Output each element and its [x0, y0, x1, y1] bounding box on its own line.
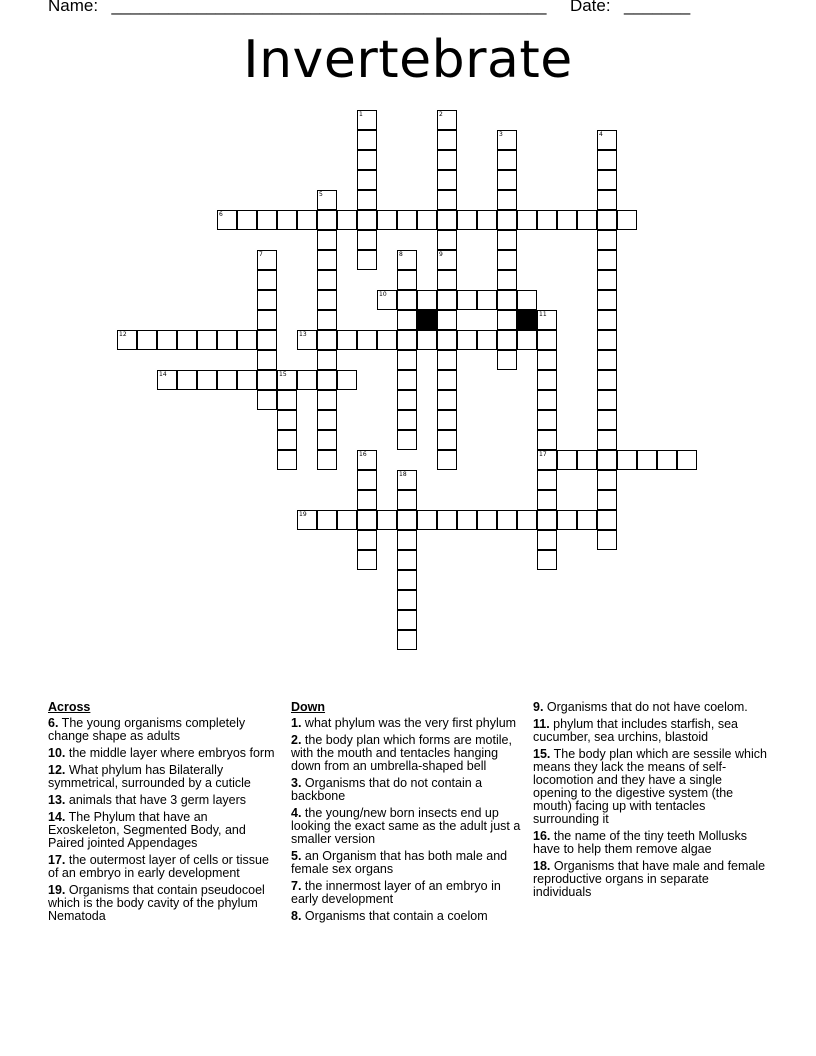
- clue-number: 3.: [291, 776, 302, 790]
- grid-cell[interactable]: [517, 510, 537, 530]
- grid-cell[interactable]: [597, 190, 617, 210]
- clue-item: [291, 807, 527, 846]
- grid-cell[interactable]: [557, 210, 577, 230]
- clue-item: [533, 748, 769, 826]
- clue-text: Organisms that do not have coelom.: [543, 700, 748, 714]
- grid-cell[interactable]: [597, 390, 617, 410]
- clue-item: [291, 717, 527, 730]
- down-clues-column-2: [533, 701, 769, 903]
- grid-cell[interactable]: [597, 270, 617, 290]
- grid-cell[interactable]: [597, 170, 617, 190]
- grid-cell[interactable]: [397, 630, 417, 650]
- clue-item: [533, 860, 769, 899]
- grid-cell[interactable]: [597, 150, 617, 170]
- grid-cell[interactable]: [317, 370, 337, 390]
- grid-cell[interactable]: [437, 350, 457, 370]
- grid-cell[interactable]: [497, 150, 517, 170]
- black-cell: [517, 310, 537, 330]
- clue-number: 10.: [48, 746, 66, 760]
- clue-number: 9.: [533, 700, 544, 714]
- grid-cell[interactable]: [357, 150, 377, 170]
- grid-cell[interactable]: [197, 330, 217, 350]
- clue-text: phylum that includes starfish, sea cucumber, sea urchins, blastoid: [533, 717, 738, 744]
- clue-number: 15.: [533, 747, 551, 761]
- grid-cell[interactable]: [397, 410, 417, 430]
- grid-cell[interactable]: [297, 330, 317, 350]
- grid-cell[interactable]: [437, 330, 457, 350]
- clue-item: [291, 910, 527, 923]
- down-clues-column-1: [291, 701, 527, 927]
- grid-cell[interactable]: [397, 210, 417, 230]
- black-cell: [417, 310, 437, 330]
- grid-cell[interactable]: [317, 310, 337, 330]
- grid-cell[interactable]: [417, 210, 437, 230]
- grid-cell[interactable]: [577, 510, 597, 530]
- grid-cell[interactable]: [437, 210, 457, 230]
- grid-cell[interactable]: [457, 510, 477, 530]
- grid-cell[interactable]: [337, 210, 357, 230]
- clue-item: [291, 777, 527, 803]
- clue-number: 11.: [533, 717, 550, 731]
- grid-cell[interactable]: [357, 210, 377, 230]
- grid-cell[interactable]: [357, 510, 377, 530]
- clue-number: 1.: [291, 716, 302, 730]
- grid-cell[interactable]: [657, 450, 677, 470]
- grid-cell[interactable]: [477, 510, 497, 530]
- grid-cell[interactable]: [457, 290, 477, 310]
- grid-cell[interactable]: [597, 430, 617, 450]
- clue-number: 15: [279, 371, 287, 378]
- clue-number: 2: [439, 111, 443, 118]
- grid-cell[interactable]: [417, 330, 437, 350]
- grid-cell[interactable]: [217, 370, 237, 390]
- grid-cell[interactable]: [537, 530, 557, 550]
- grid-cell[interactable]: [517, 210, 537, 230]
- clue-item: [291, 880, 527, 906]
- clue-number: 19: [299, 511, 307, 518]
- grid-cell[interactable]: [497, 310, 517, 330]
- grid-cell[interactable]: [337, 330, 357, 350]
- grid-cell[interactable]: [257, 270, 277, 290]
- grid-cell[interactable]: [397, 530, 417, 550]
- clue-number: 12.: [48, 763, 66, 777]
- grid-cell[interactable]: [597, 310, 617, 330]
- grid-cell[interactable]: [397, 330, 417, 350]
- clue-item: [48, 747, 282, 760]
- grid-cell[interactable]: [237, 370, 257, 390]
- grid-cell[interactable]: [497, 270, 517, 290]
- grid-cell[interactable]: [437, 170, 457, 190]
- grid-cell[interactable]: [597, 490, 617, 510]
- grid-cell[interactable]: [437, 510, 457, 530]
- date-label: Date:: [569, 0, 611, 15]
- grid-cell[interactable]: [417, 510, 437, 530]
- clue-text: an Organism that has both male and female sex organs: [291, 849, 508, 876]
- grid-cell[interactable]: [497, 290, 517, 310]
- clue-number: 17.: [48, 853, 66, 867]
- grid-cell[interactable]: [177, 370, 197, 390]
- grid-cell[interactable]: [397, 250, 417, 270]
- grid-cell[interactable]: [537, 410, 557, 430]
- grid-cell[interactable]: [277, 370, 297, 390]
- grid-cell[interactable]: [437, 290, 457, 310]
- grid-cell[interactable]: [497, 510, 517, 530]
- grid-cell[interactable]: [597, 470, 617, 490]
- grid-cell[interactable]: [497, 190, 517, 210]
- name-blank[interactable]: ______________________________________________: [111, 0, 547, 15]
- grid-cell[interactable]: [217, 330, 237, 350]
- clue-number: 17: [539, 451, 547, 458]
- grid-cell[interactable]: [537, 310, 557, 330]
- clue-number: 14: [159, 371, 167, 378]
- grid-cell[interactable]: [437, 150, 457, 170]
- grid-cell[interactable]: [557, 450, 577, 470]
- grid-cell[interactable]: [397, 270, 417, 290]
- clue-number: 14.: [48, 810, 66, 824]
- clue-number: 1: [359, 111, 363, 118]
- clue-text: The body plan which are sessile which means they lack the means of self-locomotion and they have a single opening to the digestive system (the mouth) facing up with tentacles surrounding it: [533, 747, 767, 826]
- across-heading: Across: [48, 700, 91, 714]
- clue-item: [48, 854, 282, 880]
- grid-cell[interactable]: [437, 430, 457, 450]
- grid-cell[interactable]: [317, 390, 337, 410]
- grid-cell[interactable]: [317, 350, 337, 370]
- clue-text: what phylum was the very first phylum: [301, 716, 517, 730]
- grid-cell[interactable]: [337, 510, 357, 530]
- grid-cell[interactable]: [577, 450, 597, 470]
- grid-cell[interactable]: [397, 310, 417, 330]
- clue-item: [48, 794, 282, 807]
- clue-number: 16: [359, 451, 367, 458]
- grid-cell[interactable]: [317, 290, 337, 310]
- grid-cell[interactable]: [257, 310, 277, 330]
- clue-number: 5: [319, 191, 323, 198]
- grid-cell[interactable]: [437, 370, 457, 390]
- grid-cell[interactable]: [497, 170, 517, 190]
- grid-cell[interactable]: [357, 490, 377, 510]
- clue-item: [533, 830, 769, 856]
- clue-number: 4: [599, 131, 603, 138]
- grid-cell[interactable]: [597, 450, 617, 470]
- clue-number: 13: [299, 331, 307, 338]
- clue-number: 6.: [48, 716, 59, 730]
- grid-cell[interactable]: [317, 230, 337, 250]
- grid-cell[interactable]: [497, 350, 517, 370]
- grid-cell[interactable]: [437, 410, 457, 430]
- grid-cell[interactable]: [497, 210, 517, 230]
- clue-text: Organisms that do not contain a backbone: [291, 776, 483, 803]
- grid-cell[interactable]: [597, 210, 617, 230]
- grid-cell[interactable]: [357, 170, 377, 190]
- grid-cell[interactable]: [537, 430, 557, 450]
- grid-cell[interactable]: [617, 450, 637, 470]
- clue-number: 16.: [533, 829, 551, 843]
- grid-cell[interactable]: [317, 510, 337, 530]
- grid-cell[interactable]: [257, 350, 277, 370]
- clue-number: 2.: [291, 733, 302, 747]
- grid-cell[interactable]: [457, 330, 477, 350]
- grid-cell[interactable]: [497, 330, 517, 350]
- grid-cell[interactable]: [357, 130, 377, 150]
- clue-number: 9: [439, 251, 443, 258]
- grid-cell[interactable]: [597, 510, 617, 530]
- grid-cell[interactable]: [217, 210, 237, 230]
- grid-cell[interactable]: [397, 290, 417, 310]
- grid-cell[interactable]: [297, 510, 317, 530]
- grid-cell[interactable]: [437, 130, 457, 150]
- grid-cell[interactable]: [677, 450, 697, 470]
- grid-cell[interactable]: [357, 110, 377, 130]
- clue-text: the innermost layer of an embryo in early development: [291, 879, 501, 906]
- grid-cell[interactable]: [597, 530, 617, 550]
- clue-number: 18.: [533, 859, 551, 873]
- grid-cell[interactable]: [597, 130, 617, 150]
- grid-cell[interactable]: [157, 370, 177, 390]
- grid-cell[interactable]: [397, 550, 417, 570]
- grid-cell[interactable]: [497, 230, 517, 250]
- grid-cell[interactable]: [517, 330, 537, 350]
- clue-number: 10: [379, 291, 387, 298]
- clue-number: 7.: [291, 879, 302, 893]
- grid-cell[interactable]: [397, 590, 417, 610]
- grid-cell[interactable]: [437, 250, 457, 270]
- grid-cell[interactable]: [357, 250, 377, 270]
- grid-cell[interactable]: [377, 210, 397, 230]
- grid-cell[interactable]: [277, 450, 297, 470]
- clue-item: [48, 717, 282, 743]
- grid-cell[interactable]: [277, 410, 297, 430]
- clue-number: 5.: [291, 849, 302, 863]
- grid-cell[interactable]: [637, 450, 657, 470]
- grid-cell[interactable]: [597, 290, 617, 310]
- clue-text: the body plan which forms are motile, with the mouth and tentacles hanging down from an umbrella-shaped bell: [291, 733, 512, 773]
- grid-cell[interactable]: [537, 450, 557, 470]
- grid-cell[interactable]: [257, 390, 277, 410]
- grid-cell[interactable]: [397, 390, 417, 410]
- clue-item: [48, 764, 282, 790]
- grid-cell[interactable]: [337, 370, 357, 390]
- clue-text: The young organisms completely change shape as adults: [48, 716, 246, 743]
- grid-cell[interactable]: [397, 510, 417, 530]
- clue-number: 12: [119, 331, 127, 338]
- grid-cell[interactable]: [537, 550, 557, 570]
- grid-cell[interactable]: [357, 190, 377, 210]
- grid-cell[interactable]: [357, 550, 377, 570]
- clue-text: Organisms that contain a coelom: [301, 909, 488, 923]
- clue-number: 13.: [48, 793, 66, 807]
- grid-cell[interactable]: [597, 250, 617, 270]
- grid-cell[interactable]: [257, 330, 277, 350]
- puzzle-title: Invertebrate: [243, 30, 573, 90]
- grid-cell[interactable]: [477, 290, 497, 310]
- grid-cell[interactable]: [537, 390, 557, 410]
- grid-cell[interactable]: [537, 350, 557, 370]
- down-heading: Down: [291, 700, 326, 714]
- grid-cell[interactable]: [197, 370, 217, 390]
- grid-cell[interactable]: [437, 230, 457, 250]
- clue-number: 6: [219, 211, 223, 218]
- clue-item: [48, 884, 282, 923]
- clue-number: 8: [399, 251, 403, 258]
- grid-cell[interactable]: [317, 210, 337, 230]
- grid-cell[interactable]: [257, 210, 277, 230]
- grid-cell[interactable]: [357, 530, 377, 550]
- grid-cell[interactable]: [397, 430, 417, 450]
- grid-cell[interactable]: [597, 230, 617, 250]
- clue-text: the young/new born insects end up looking the exact same as the adult just a smaller version: [291, 806, 521, 846]
- grid-cell[interactable]: [537, 370, 557, 390]
- clue-number: 18: [399, 471, 407, 478]
- grid-cell[interactable]: [537, 210, 557, 230]
- clue-text: animals that have 3 germ layers: [65, 793, 247, 807]
- grid-cell[interactable]: [317, 410, 337, 430]
- grid-cell[interactable]: [317, 250, 337, 270]
- grid-cell[interactable]: [237, 330, 257, 350]
- grid-cell[interactable]: [357, 330, 377, 350]
- grid-cell[interactable]: [437, 450, 457, 470]
- clue-number: 19.: [48, 883, 66, 897]
- clue-text: the outermost layer of cells or tissue of an embryo in early development: [48, 853, 269, 880]
- grid-cell[interactable]: [117, 330, 137, 350]
- grid-cell[interactable]: [257, 290, 277, 310]
- grid-cell[interactable]: [237, 210, 257, 230]
- grid-cell[interactable]: [317, 330, 337, 350]
- grid-cell[interactable]: [397, 470, 417, 490]
- grid-cell[interactable]: [557, 510, 577, 530]
- grid-cell[interactable]: [537, 490, 557, 510]
- grid-cell[interactable]: [317, 190, 337, 210]
- grid-cell[interactable]: [317, 450, 337, 470]
- grid-cell[interactable]: [417, 290, 437, 310]
- grid-cell[interactable]: [257, 370, 277, 390]
- grid-cell[interactable]: [357, 230, 377, 250]
- clue-text: Organisms that have male and female reproductive organs in separate individuals: [533, 859, 766, 899]
- grid-cell[interactable]: [257, 250, 277, 270]
- grid-cell[interactable]: [397, 570, 417, 590]
- grid-cell[interactable]: [317, 430, 337, 450]
- grid-cell[interactable]: [497, 130, 517, 150]
- grid-cell[interactable]: [477, 330, 497, 350]
- grid-cell[interactable]: [357, 450, 377, 470]
- grid-cell[interactable]: [297, 210, 317, 230]
- clue-text: The Phylum that have an Exoskeleton, Segmented Body, and Paired jointed Appendages: [48, 810, 246, 850]
- grid-cell[interactable]: [377, 290, 397, 310]
- grid-cell[interactable]: [597, 350, 617, 370]
- clue-item: [291, 734, 527, 773]
- grid-cell[interactable]: [577, 210, 597, 230]
- grid-cell[interactable]: [437, 110, 457, 130]
- clue-item: [533, 701, 769, 714]
- clue-number: 11: [539, 311, 547, 318]
- grid-cell[interactable]: [437, 270, 457, 290]
- grid-cell[interactable]: [157, 330, 177, 350]
- grid-cell[interactable]: [297, 370, 317, 390]
- grid-cell[interactable]: [437, 390, 457, 410]
- grid-cell[interactable]: [477, 210, 497, 230]
- grid-cell[interactable]: [437, 190, 457, 210]
- clue-number: 4.: [291, 806, 302, 820]
- grid-cell[interactable]: [397, 490, 417, 510]
- clue-number: 8.: [291, 909, 302, 923]
- grid-cell[interactable]: [537, 330, 557, 350]
- grid-cell[interactable]: [597, 410, 617, 430]
- grid-cell[interactable]: [597, 370, 617, 390]
- clue-text: What phylum has Bilaterally symmetrical, surrounded by a cuticle: [48, 763, 251, 790]
- clue-text: the middle layer where embryos form: [65, 746, 275, 760]
- clue-item: [533, 718, 769, 744]
- clue-text: the name of the tiny teeth Mollusks have to help them remove algae: [533, 829, 748, 856]
- grid-cell[interactable]: [617, 210, 637, 230]
- grid-cell[interactable]: [377, 330, 397, 350]
- grid-cell[interactable]: [277, 430, 297, 450]
- grid-cell[interactable]: [277, 210, 297, 230]
- grid-cell[interactable]: [137, 330, 157, 350]
- clue-item: [291, 850, 527, 876]
- grid-cell[interactable]: [377, 510, 397, 530]
- grid-cell[interactable]: [397, 610, 417, 630]
- across-clues: [48, 701, 282, 927]
- grid-cell[interactable]: [317, 270, 337, 290]
- grid-cell[interactable]: [397, 350, 417, 370]
- name-label: Name:: [48, 0, 99, 15]
- clue-text: Organisms that contain pseudocoel which is the body cavity of the phylum Nematoda: [48, 883, 265, 923]
- clue-item: [48, 811, 282, 850]
- clue-number: 3: [499, 131, 503, 138]
- grid-cell[interactable]: [357, 470, 377, 490]
- grid-cell[interactable]: [497, 250, 517, 270]
- grid-cell[interactable]: [437, 310, 457, 330]
- date-blank[interactable]: _______: [624, 0, 691, 15]
- grid-cell[interactable]: [517, 290, 537, 310]
- grid-cell[interactable]: [397, 370, 417, 390]
- grid-cell[interactable]: [457, 210, 477, 230]
- grid-cell[interactable]: [277, 390, 297, 410]
- clue-number: 7: [259, 251, 263, 258]
- grid-cell[interactable]: [597, 330, 617, 350]
- grid-cell[interactable]: [177, 330, 197, 350]
- grid-cell[interactable]: [537, 510, 557, 530]
- grid-cell[interactable]: [537, 470, 557, 490]
